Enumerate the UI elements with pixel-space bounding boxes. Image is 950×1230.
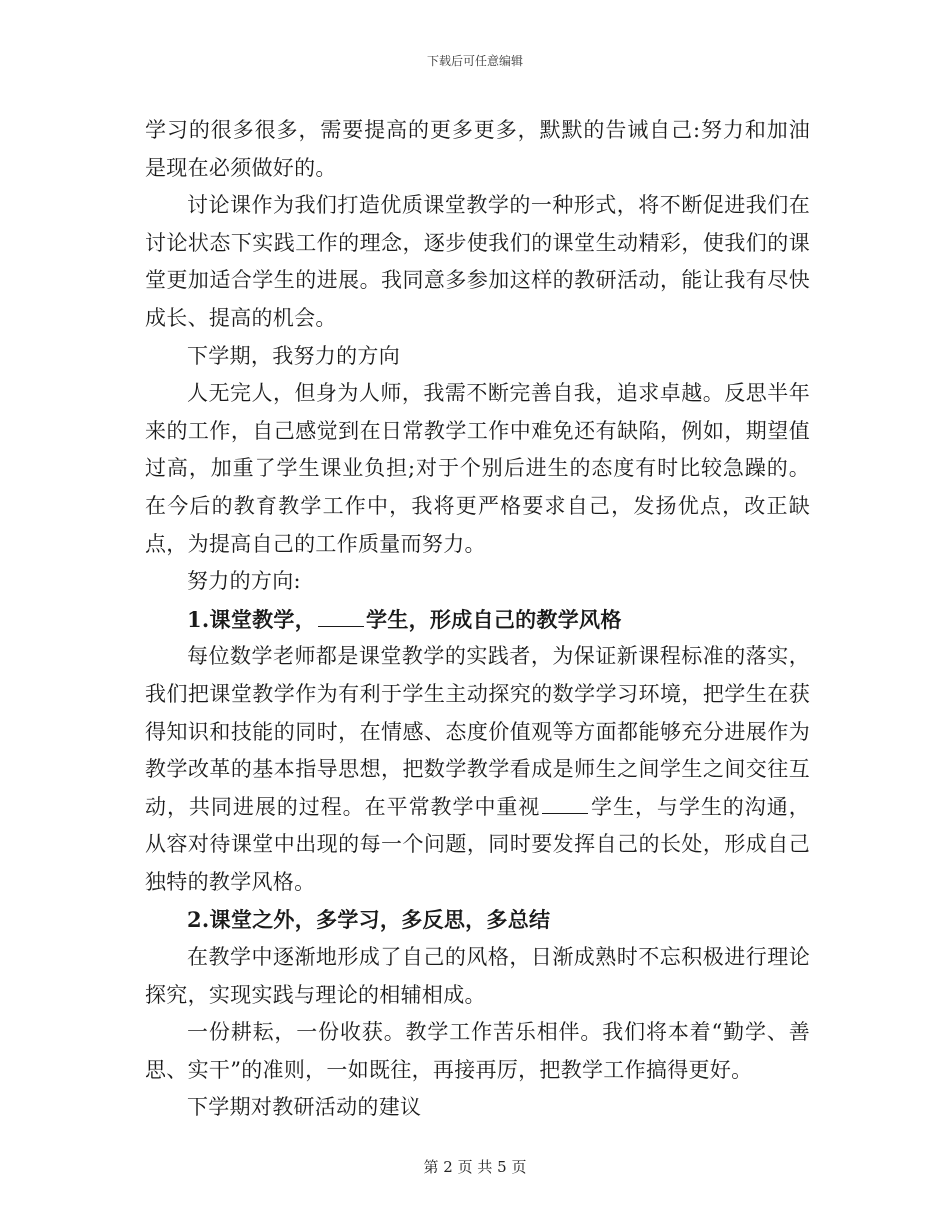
paragraph-classroom-teaching-part-a: 每位数学老师都是课堂教学的实践者，为保证新课程标准的落实，我们把课堂教学作为有利于学生主动探究的数学学习环境，把学生在获得知识和技能的同时，在情感、态度价值观等方面都能够充分进展作为教学改革的基本指导思想，把数学教学看成是师生之间学生之间交往互动，共同进展的过程。在平常教学中重视: [145, 644, 810, 819]
document-body: [145, 112, 810, 1127]
paragraph-classroom-teaching: [145, 638, 810, 901]
point-2-heading: 2.课堂之外，多学习，多反思，多总结: [187, 907, 551, 933]
blank-line: [542, 795, 588, 814]
paragraph-discussion-class: 讨论课作为我们打造优质课堂教学的一种形式，将不断促进我们在讨论状态下实践工作的理念，逐步使我们的课堂生动精彩，使我们的课堂更加适合学生的进展。我同意多参加这样的教研活动，能让我有尽快成长、提高的机会。: [145, 193, 810, 330]
page-number: 第 2 页 共 5 页: [423, 1158, 527, 1176]
point-1-heading-part-b: 学生，形成自己的教学风格: [366, 606, 622, 632]
paragraph-harvest: 一份耕耘，一份收获。教学工作苦乐相伴。我们将本着“勤学、善思、实干”的准则，一如既往，再接再厉，把教学工作搞得更好。: [145, 1020, 810, 1082]
blank-line: [318, 608, 364, 627]
subheading-direction: 努力的方向:: [187, 569, 301, 594]
page-header-note: 下载后可任意编辑: [426, 54, 523, 68]
paragraph-self-reflection: 人无完人，但身为人师，我需不断完善自我，追求卓越。反思半年来的工作，自己感觉到在日常教学工作中难免还有缺陷，例如，期望值过高，加重了学生课业负担;对于个别后进生的态度有时比较急躁的。在今后的教育教学工作中，我将更严格要求自己，发扬优点，改正缺点，为提高自己的工作质量而努力。: [145, 381, 810, 556]
section-heading-direction: 下学期，我努力的方向: [187, 343, 400, 368]
paragraph-continued: 学习的很多很多，需要提高的更多更多，默默的告诫自己:努力和加油是现在必须做好的。: [145, 118, 810, 180]
section-heading-suggestions: 下学期对教研活动的建议: [187, 1095, 422, 1120]
point-1-heading-part-a: 1.课堂教学，: [187, 606, 317, 632]
paragraph-classroom-teaching-part-b: 学生，与学生的沟通，从容对待课堂中出现的每一个问题，同时要发挥自己的长处，形成自己独特的教学风格。: [145, 794, 810, 894]
point-1-heading: [145, 601, 810, 639]
paragraph-theory-practice: 在教学中逐渐地形成了自己的风格，日渐成熟时不忘积极进行理论探究，实现实践与理论的相辅相成。: [145, 945, 810, 1007]
